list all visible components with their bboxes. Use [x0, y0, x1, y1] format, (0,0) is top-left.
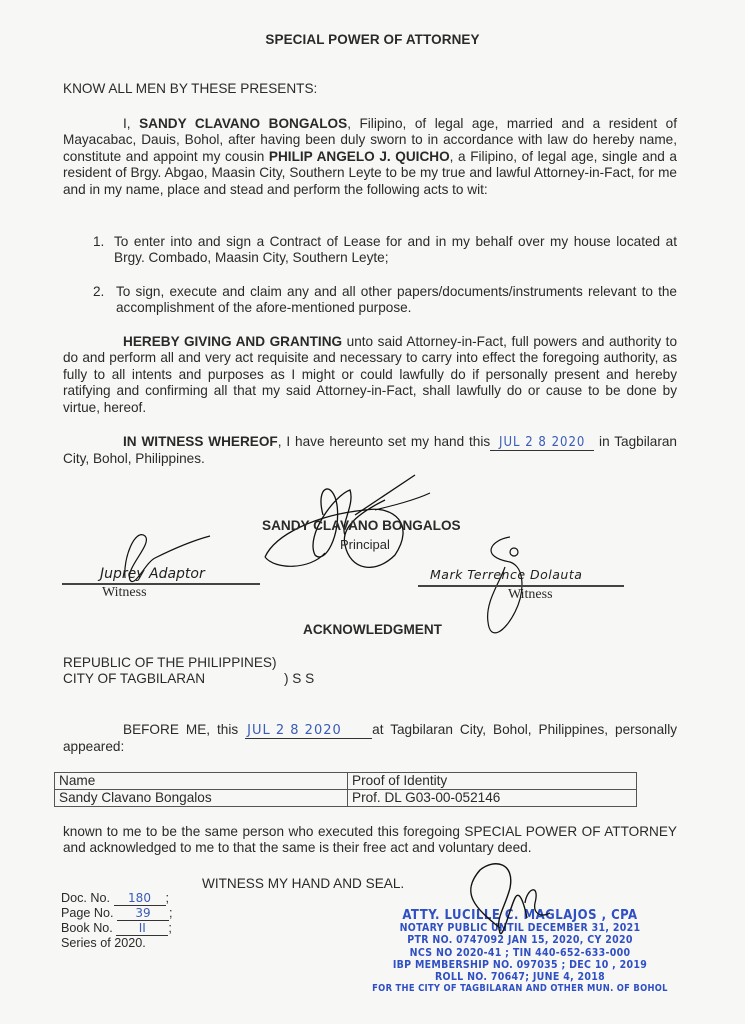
act-text: To enter into and sign a Contract of Lease for and in my behalf over my house located at Brgy. Combado, Maasin City, Southern Leyte; — [114, 234, 677, 266]
para3-text2: in Tagbilaran City, Bohol, Philippines. — [63, 434, 677, 466]
doc-no-value: 180 — [114, 892, 166, 906]
para2-text: unto said Attorney-in-Fact, full powers and authority to do and perform all and very act requisite and necessary to carry into effect the foregoing authority, as fully to all intents and purposes as I might or could lawfully do if personally present and hereby ratifying and confirming all that my said Attorney-in-Fact, shall lawfully do or cause to be done by virtue, hereof. — [63, 334, 678, 415]
notary-ibp: IBP MEMBERSHIP NO. 097035 ; DEC 10 , 2019 — [392, 958, 648, 971]
venue-line-1: REPUBLIC OF THE PHILIPPINES) — [63, 655, 277, 670]
witness1-signature-line — [62, 583, 260, 585]
witness2-handwritten-name: Mark Terrence Dolauta — [430, 567, 583, 582]
notarial-register — [61, 891, 173, 950]
witness2-label: Witness — [508, 587, 553, 602]
venue-line-2 — [63, 671, 314, 687]
venue-block — [63, 655, 314, 687]
para1-text2: , a Filipino, of legal age, single and a resident of Brgy. Abgao, Maasin City, Southern Leyte to be my true and lawful Attorney-in-Fact, for me and in my name, place and stead and perform the following acts to wit: — [63, 148, 677, 197]
cell-name: Sandy Clavano Bongalos — [55, 790, 348, 807]
attorney-name-bold: PHILIP ANGELO J. QUICHO — [268, 148, 450, 164]
witness-hand-seal: WITNESS MY HAND AND SEAL. — [202, 876, 405, 891]
header-name: Name — [55, 773, 348, 790]
principal-label: Principal — [340, 537, 390, 552]
book-no: Book No. II ; — [61, 921, 172, 935]
page-no-value: 39 — [117, 907, 169, 921]
document-title: SPECIAL POWER OF ATTORNEY — [265, 32, 480, 47]
before-text1: BEFORE ME, this — [123, 722, 246, 737]
notary-roll: ROLL NO. 70647; JUNE 4, 2018 — [434, 971, 606, 984]
page-no: Page No. 39 ; — [61, 906, 173, 920]
page-no-label: Page No. — [61, 906, 114, 920]
act-item-2 — [93, 284, 677, 317]
known-paragraph: known to me to be the same person who executed this foregoing SPECIAL POWER OF ATTORNEY and acknowledged to me to that the same is their free act and voluntary deed. — [63, 824, 677, 856]
witness-whereof-paragraph — [63, 434, 677, 467]
acknowledgment-title: ACKNOWLEDGMENT — [303, 622, 442, 637]
witness1-handwritten-name: Juprey Adaptor — [100, 566, 205, 582]
date-stamp: JUL 2 8 2020 — [490, 435, 594, 451]
venue-ss: ) S S — [284, 671, 315, 686]
notary-name: ATTY. LUCILLE C. MAGLAJOS , CPA — [402, 908, 638, 923]
notary-signature — [455, 858, 565, 938]
notary-ncs-tin: NCS NO 2020-41 ; TIN 440-652-633-000 — [409, 946, 631, 959]
book-no-value: II — [116, 922, 168, 936]
para1-text1: , Filipino, of legal age, married and a resident of Mayacabac, Dauis, Bohol, after having been duly sworn to in accordance with law do hereby name, constitute and appoint my cousin — [63, 116, 677, 164]
table-header-row — [55, 773, 637, 790]
notary-commission: NOTARY PUBLIC UNTIL DECEMBER 31, 2021 — [399, 922, 641, 935]
notary-ptr: PTR NO. 0747092 JAN 15, 2020, CY 2020 — [407, 934, 633, 947]
para1-lead: I, — [123, 116, 140, 131]
principal-name-bold: SANDY CLAVANO BONGALOS — [139, 116, 348, 131]
header-proof: Proof of Identity — [348, 773, 637, 790]
appointment-paragraph — [63, 116, 677, 198]
act-number: 2. — [93, 284, 105, 299]
witness-whereof-bold: IN WITNESS WHEREOF — [123, 434, 278, 449]
doc-no: Doc. No. 180 ; — [61, 891, 169, 905]
before-me-paragraph — [63, 722, 677, 755]
act-item-1 — [93, 234, 677, 267]
acknowledgment-date-stamp: JUL 2 8 2020 — [245, 723, 372, 739]
act-text: To sign, execute and claim any and all other papers/documents/instruments relevant to the accomplishment of the afore-mentioned purpose. — [116, 284, 677, 316]
intro-line: KNOW ALL MEN BY THESE PRESENTS: — [63, 81, 318, 96]
act-number: 1. — [93, 234, 105, 249]
venue-city: CITY OF TAGBILARAN — [63, 671, 206, 686]
granting-bold: HEREBY GIVING AND GRANTING — [123, 334, 343, 349]
identity-table — [54, 772, 637, 807]
para3-text1: , I have hereunto set my hand this — [277, 434, 491, 449]
book-no-label: Book No. — [61, 921, 113, 935]
cell-proof: Prof. DL G03-00-052146 — [348, 790, 637, 807]
table-row — [55, 790, 637, 807]
granting-paragraph — [63, 334, 677, 416]
principal-printed-name: SANDY CLAVANO BONGALOS — [262, 518, 461, 533]
series: Series of 2020. — [61, 936, 146, 950]
before-text2: at Tagbilaran City, Bohol, Philippines, personally appeared: — [63, 722, 678, 754]
doc-no-label: Doc. No. — [61, 891, 110, 905]
witness1-label: Witness — [102, 585, 147, 600]
notary-jurisdiction: FOR THE CITY OF TAGBILARAN AND OTHER MUN. OF BOHOL — [372, 983, 668, 995]
